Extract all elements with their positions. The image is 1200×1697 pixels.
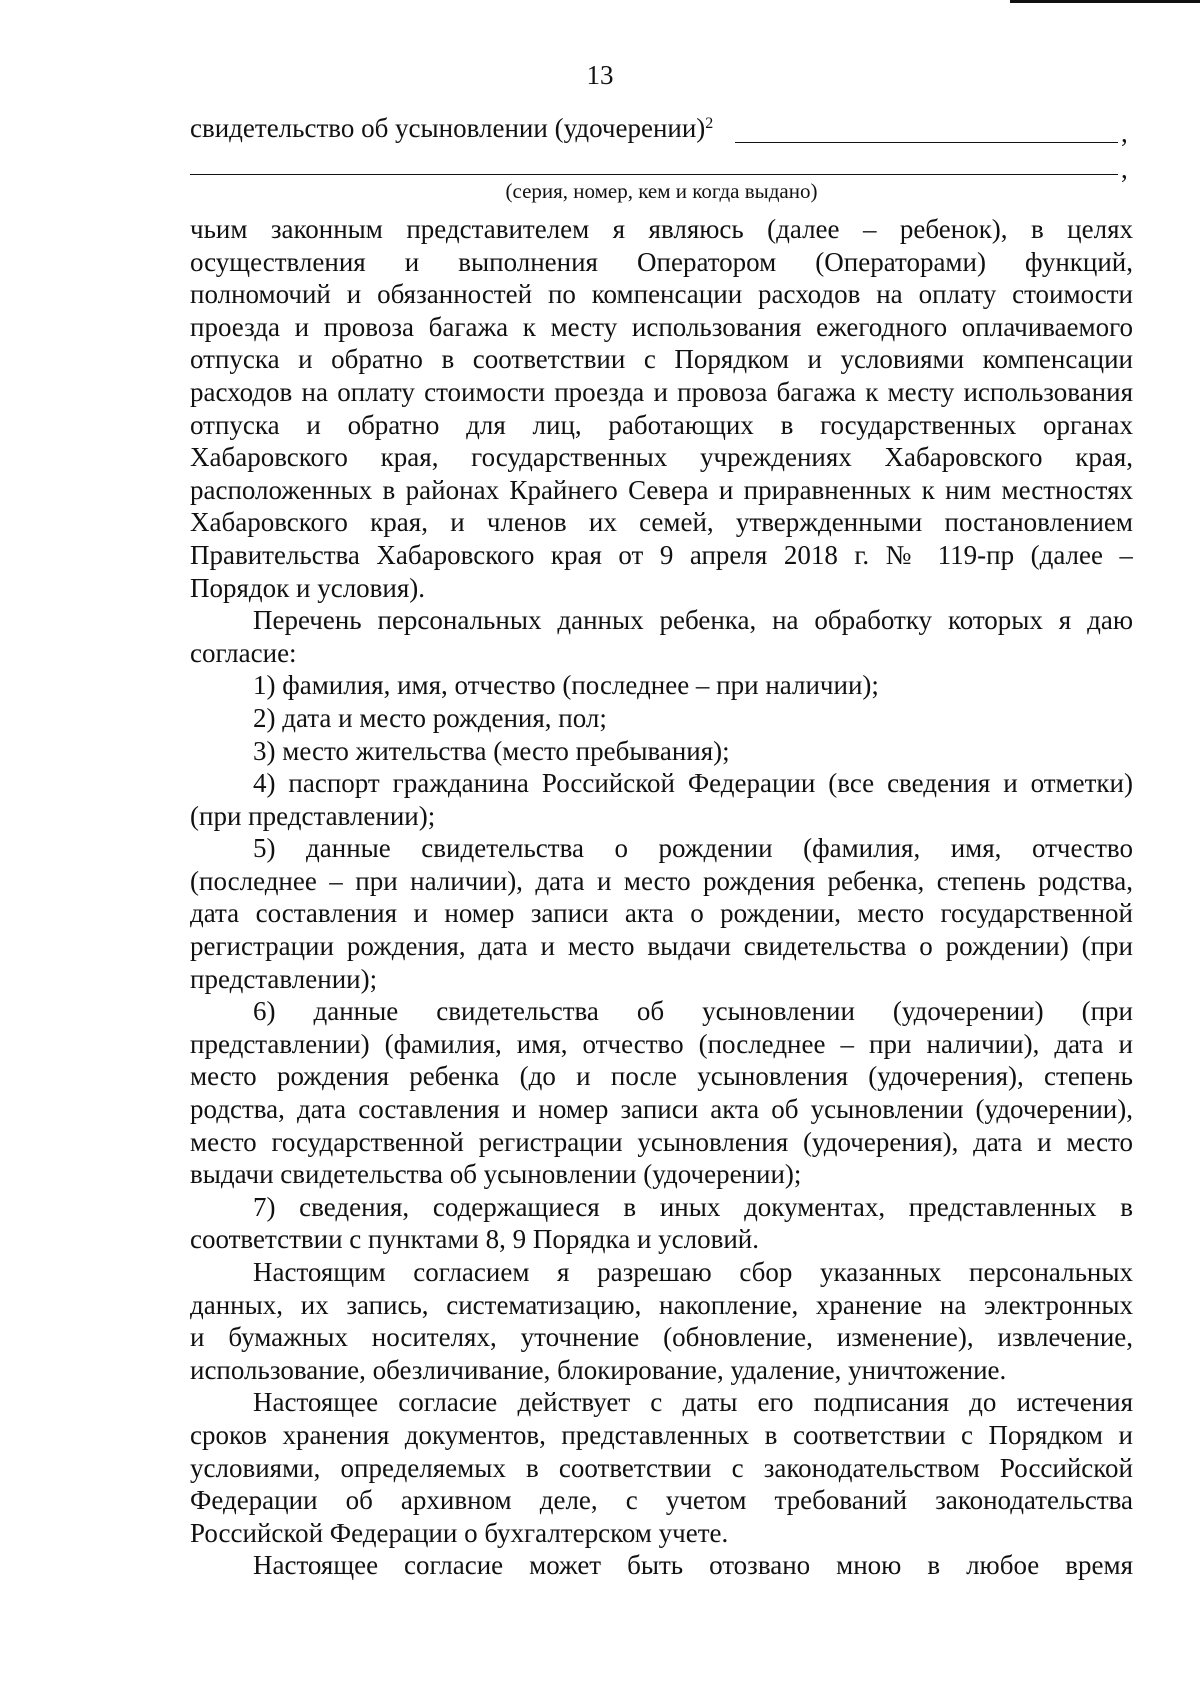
list-item: 6) данные свидетельства об усыновлении (удочерении) (при <box>253 996 1133 1027</box>
footnote-mark: 2 <box>705 115 714 132</box>
list-item: 5) данные свидетельства о рождении (фамилия, имя, отчество <box>253 833 1133 864</box>
text-line: отпуска и обратно в соответствии с Порядком и условиями компенсации <box>190 344 1133 375</box>
text-line: (при представлении); <box>190 800 436 831</box>
text-line: Российской Федерации о бухгалтерском учете. <box>190 1517 729 1548</box>
text-line: регистрации рождения, дата и место выдачи свидетельства о рождении) (при <box>190 931 1133 962</box>
text-line: сроков хранения документов, представленных в соответствии с Порядком и <box>190 1419 1133 1450</box>
fill-line-1 <box>735 142 1118 143</box>
text-line: проезда и провоза багажа к месту использования ежегодного оплачиваемого <box>190 311 1133 342</box>
scan-edge-line <box>1010 0 1200 3</box>
text-line: представлении); <box>190 963 378 994</box>
certificate-label: свидетельство об усыновлении (удочерении) <box>190 113 706 143</box>
text-line: родства, дата составления и номер записи акта об усыновлении (удочерении), <box>190 1094 1133 1125</box>
text-line: Настоящее согласие может быть отозвано мною в любое время <box>253 1550 1133 1581</box>
fill-caption: (серия, номер, кем и когда выдано) <box>505 179 818 203</box>
text-line: расходов на оплату стоимости проезда и провоза багажа к месту использования <box>190 376 1133 407</box>
text-line: отпуска и обратно для лиц, работающих в государственных органах <box>190 409 1133 440</box>
text-line: Порядок и условия). <box>190 572 426 603</box>
text-line: дата составления и номер записи акта о рождении, место государственной <box>190 898 1133 929</box>
text-line: представлении) (фамилия, имя, отчество (последнее – при наличии), дата и <box>190 1028 1133 1059</box>
list-item: 2) дата и место рождения, пол; <box>253 702 607 733</box>
text-line: Хабаровского края, и членов их семей, утвержденными постановлением <box>190 507 1133 538</box>
text-line: Настоящим согласием я разрешаю сбор указанных персональных <box>253 1257 1133 1287</box>
text-line: место государственной регистрации усыновления (удочерения), дата и место <box>190 1126 1133 1157</box>
list-item: 1) фамилия, имя, отчество (последнее – при наличии); <box>253 670 879 701</box>
text-line: полномочий и обязанностей по компенсации расходов на оплату стоимости <box>190 279 1133 310</box>
text-line: Федерации об архивном деле, с учетом требований законодательства <box>190 1485 1133 1516</box>
text-line: место рождения ребенка (до и после усыновления (удочерения), степень <box>190 1061 1133 1092</box>
list-item: 7) сведения, содержащиеся в иных документах, представленных в <box>253 1191 1133 1222</box>
text-line: Правительства Хабаровского края от 9 апреля 2018 г. № 119-пр (далее – <box>190 539 1133 570</box>
text-line: (последнее – при наличии), дата и место рождения ребенка, степень родства, <box>190 865 1133 896</box>
text-line: Хабаровского края, государственных учреждениях Хабаровского края, <box>190 442 1133 473</box>
text-line: расположенных в районах Крайнего Севера и приравненных к ним местностях <box>190 474 1133 505</box>
text-line: данных, их запись, систематизацию, накопление, хранение на электронных <box>190 1289 1133 1320</box>
text-line: чьим законным представителем я являюсь (далее – ребенок), в целях <box>190 214 1133 244</box>
list-item: 4) паспорт гражданина Российской Федерации (все сведения и отметки) <box>253 768 1133 799</box>
body-text <box>190 213 1133 1582</box>
text-line: Перечень персональных данных ребенка, на обработку которых я даю <box>253 605 1133 636</box>
page-number: 13 <box>586 60 614 90</box>
text-line: условиями, определяемых в соответствии с законодательством Российской <box>190 1452 1133 1483</box>
text-line: использование, обезличивание, блокирование, удаление, уничтожение. <box>190 1354 1007 1385</box>
list-item: 3) место жительства (место пребывания); <box>253 735 730 766</box>
comma-1: , <box>1121 118 1128 148</box>
fill-line-2 <box>190 174 1118 175</box>
comma-2: , <box>1121 154 1128 184</box>
text-line: Настоящее согласие действует с даты его подписания до истечения <box>253 1387 1133 1418</box>
text-line: соответствии с пунктами 8, 9 Порядка и условий. <box>190 1224 760 1255</box>
text-line: согласие: <box>190 637 297 668</box>
certificate-line <box>190 112 1133 145</box>
text-line: и бумажных носителях, уточнение (обновление, изменение), извлечение, <box>190 1322 1133 1353</box>
text-line: выдачи свидетельства об усыновлении (удочерении); <box>190 1159 802 1190</box>
text-line: осуществления и выполнения Оператором (Операторами) функций, <box>190 246 1133 277</box>
